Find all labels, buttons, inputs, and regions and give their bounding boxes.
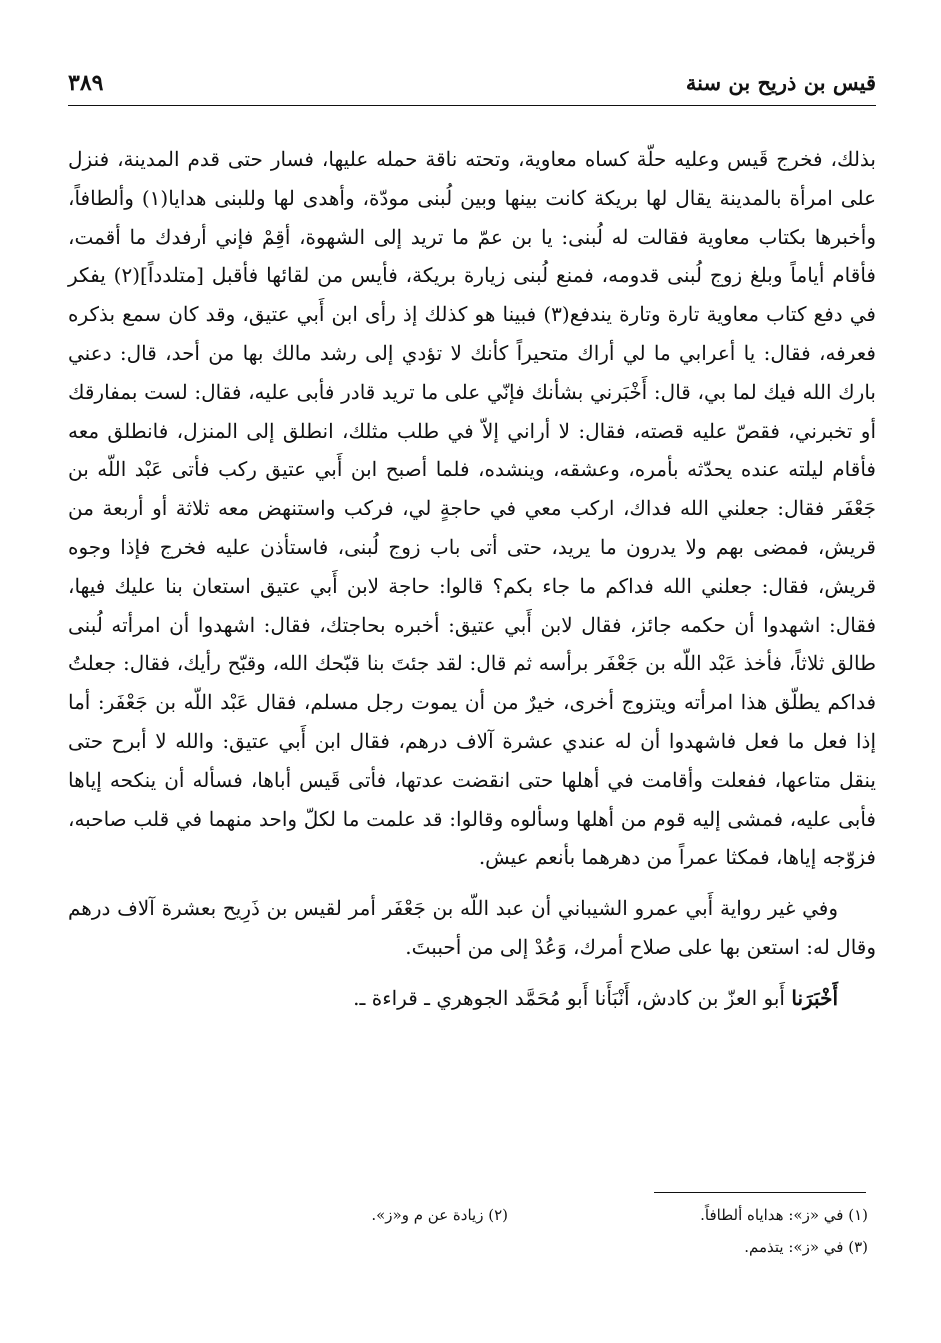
paragraph-2: وفي غير رواية أَبي عمرو الشيباني أن عبد اللّه بن جَعْفَر أمر لقيس بن ذَرِيح بعشرة آلاف درهم وقال له: استعن بها على صلاح أمرك، وَعُدْ إلى من أحببتَ. <box>68 896 876 959</box>
footnote-row <box>68 1238 868 1270</box>
running-title: قيس بن ذريح بن سنة <box>685 70 876 95</box>
main-text <box>68 140 876 1018</box>
paragraph-1: بذلك، فخرج قَيس وعليه حلّة كساه معاوية، وتحته ناقة حمله عليها، فسار حتى قدم المدينة، فنزل على امرأة بالمدينة يقال لها بريكة كانت بينها وبين لُبنى مودّة، وأهدى لها وللبنى هدايا(١) وألطافاً، وأخبرها بكتاب معاوية فقالت له لُبنى: يا بن عمّ ما تريد إلى الشهوة، أقِمْ فإني أرفدك ما أقمت، فأقام أياماً وبلغ زوج لُبنى قدومه، فمنع لُبنى زيارة بريكة، فأيس من لقائها فأقبل [متلدداً](٢) يفكر في دفع كتاب معاوية تارة وتارة يندفع(٣) فبينا هو كذلك إذ رأى ابن أَبي عتيق، وقد كان سمع بذكره فعرفه، فقال: يا أعرابي ما لي أراك متحيراً كأنك لا تؤدي إلى رشد مالك بها من أحد، قال: دعني بارك الله فيك لما بي، قال: أَخْبَرني بشأنك فإنّي على ما تريد قادر فأبى عليه، فقال: لست بمفارقك أو تخبرني، فقصّ عليه قصته، فقال: لا أراني إلاّ في طلب مثلك، انطلق إلى المنزل، فانطلق معه فأقام ليلته عنده يحدّثه بأمره، وعشقه، وينشده، فلما أصبح ابن أَبي عتيق ركب فأتى عَبْد اللّه بن جَعْفَر فقال: جعلني الله فداك، اركب معي في حاجةٍ لي، فركب واستنهض معه ثلاثة أو أربعة من قريش، فمضى بهم ولا يدرون ما يريد، حتى أتى باب زوج لُبنى، فاستأذن عليه فخرج فإذا وجوه قريش، فقال: جعلني الله فداكم ما جاء بكم؟ قالوا: حاجة لابن أَبي عتيق استعان بنا عليك فيها، فقال: اشهدوا أن حكمه جائز، فقال لابن أَبي عتيق: أخبره بحاجتك، فقال: اشهدوا أن امرأته لُبنى طالق ثلاثاً، فأخذ عَبْد اللّه بن جَعْفَر برأسه ثم قال: لقد جئتَ بنا قبّحك الله، وقبّح رأيك، فقال: جعلتُ فداكم يطلّق هذا امرأته ويتزوج أخرى، خيرٌ من أن يموت رجل مسلم، فقال عَبْد اللّه بن جَعْفَر: أما إذا فعل ما فعل فاشهدوا أن له عندي عشرة آلاف درهم، فقال ابن أَبي عتيق: والله لا أبرح حتى ينقل متاعها، ففعلت وأقامت في أهلها حتى انقضت عدتها، فأتى قَيس أباها، فسأله أن ينكحه إياها فأبى عليه، فمشى إليه قوم من أهلها وسألوه وقالوا: قد علمت ما لكلّ واحد منهما في قلب صاحبه، فزوّجه إياها، فمكثا عمراً من دهرهما بأنعم عيش. <box>68 147 877 870</box>
page-header <box>68 64 876 104</box>
footnotes <box>68 1206 868 1270</box>
page-number: ٣٨٩ <box>68 70 104 96</box>
footnote-rule <box>654 1192 866 1193</box>
isnad-keyword: أَخْبَرَنا <box>791 985 838 1010</box>
isnad-chain: أَبو العزّ بن كادش، أَنْبَأَنا أَبو مُحَمَّد الجوهري ـ قراءة ـ. <box>353 985 785 1010</box>
footnote-1: (١) في «ز»: هداياه ألطافاً. <box>700 1206 868 1224</box>
footnote-row <box>68 1206 868 1238</box>
isnad-line <box>68 979 876 1018</box>
footnote-3: (٣) في «ز»: يتذمم. <box>744 1238 868 1256</box>
footnote-2: (٢) زيادة عن م و«ز». <box>371 1206 508 1224</box>
header-rule <box>68 105 876 106</box>
